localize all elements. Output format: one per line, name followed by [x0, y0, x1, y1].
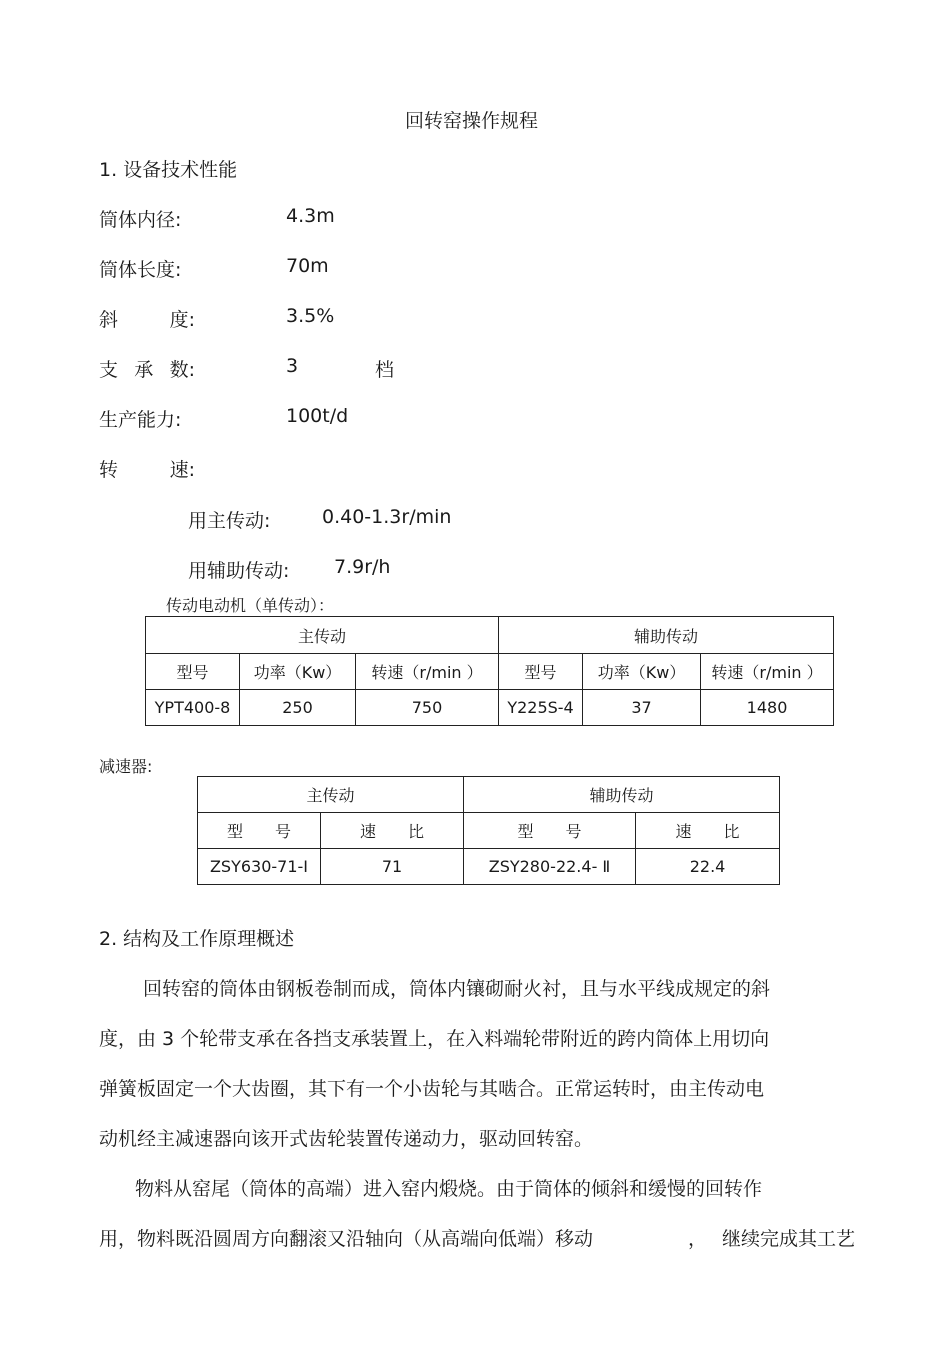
spec-label-speed	[99, 455, 195, 482]
spec-value-capacity: 100t/d	[286, 405, 349, 427]
reducer-table	[197, 776, 780, 885]
motor-table-col-header: 转速（r/min ）	[701, 654, 834, 690]
section-2-heading: 2. 结构及工作原理概述	[99, 928, 295, 950]
motor-table-group-main: 主传动	[146, 617, 499, 654]
paragraph-line: 弹簧板固定一个大齿圈，其下有一个小齿轮与其啮合。正常运转时，由主传动电	[99, 1078, 765, 1100]
spec-label-length: 筒体长度:	[99, 259, 182, 281]
spec-label-speed-part: 转	[99, 459, 119, 481]
motor-table-group-aux: 辅助传动	[499, 617, 834, 654]
paragraph-line: 度，由 3 个轮带支承在各挡支承装置上，在入料端轮带附近的跨内筒体上用切向	[99, 1028, 770, 1050]
reducer-table-cell: ZSY280-22.4- Ⅱ	[464, 849, 636, 885]
spec-value-length: 70m	[286, 255, 329, 277]
speed-value-main-drive: 0.40-1.3r/min	[322, 506, 452, 528]
spec-label-slope	[99, 305, 195, 332]
paragraph-line: 动机经主减速器向该开式齿轮装置传递动力，驱动回转窑。	[99, 1128, 594, 1150]
motor-table-cell: 37	[583, 690, 701, 726]
speed-value-aux-drive: 7.9r/h	[334, 556, 391, 578]
motor-table-cell: 750	[356, 690, 499, 726]
reducer-table-cell: 22.4	[636, 849, 780, 885]
reducer-table-cell: 71	[321, 849, 464, 885]
spec-label-capacity: 生产能力:	[99, 409, 182, 431]
spec-unit-supports: 档	[375, 359, 395, 381]
spec-label-supports-part: 数:	[169, 359, 195, 381]
motor-table-cell: 250	[240, 690, 356, 726]
section-1-heading: 1. 设备技术性能	[99, 159, 238, 181]
reducer-table-caption: 减速器:	[99, 757, 153, 776]
paragraph-line-tail: 继续完成其工艺	[722, 1228, 856, 1250]
motor-table-col-header: 功率（Kw）	[583, 654, 701, 690]
spec-value-inner-diameter: 4.3m	[286, 205, 335, 227]
paragraph-line: 用，物料既沿圆周方向翻滚又沿轴向（从高端向低端）移动	[99, 1228, 594, 1250]
spec-label-slope-part: 斜	[99, 309, 119, 331]
reducer-table-col-header: 型 号	[198, 813, 321, 849]
motor-table-col-header: 型号	[499, 654, 583, 690]
spec-label-speed-part: 速:	[169, 459, 195, 481]
paragraph-line: 物料从窑尾（筒体的高端）进入窑内煅烧。由于筒体的倾斜和缓慢的回转作	[135, 1178, 763, 1200]
paragraph-line: 回转窑的筒体由钢板卷制而成，筒体内镶砌耐火衬，且与水平线成规定的斜	[143, 978, 771, 1000]
reducer-table-cell: ZSY630-71-I	[198, 849, 321, 885]
motor-table-cell: 1480	[701, 690, 834, 726]
reducer-table-col-header: 速 比	[321, 813, 464, 849]
motor-table	[145, 616, 834, 726]
speed-label-main-drive: 用主传动:	[188, 510, 271, 532]
reducer-table-group-main: 主传动	[198, 777, 464, 813]
motor-table-cell: YPT400-8	[146, 690, 240, 726]
spec-label-slope-part: 度:	[169, 309, 195, 331]
spec-label-supports-part: 支	[99, 359, 119, 381]
spec-value-supports: 3	[286, 355, 299, 377]
motor-table-col-header: 型号	[146, 654, 240, 690]
spec-value-slope: 3.5%	[286, 305, 335, 327]
reducer-table-col-header: 速 比	[636, 813, 780, 849]
motor-table-col-header: 功率（Kw）	[240, 654, 356, 690]
motor-table-cell: Y225S-4	[499, 690, 583, 726]
document-title: 回转窑操作规程	[405, 110, 539, 132]
paragraph-line-tail: ，	[688, 1228, 708, 1250]
spec-label-supports	[99, 355, 195, 382]
speed-label-aux-drive: 用辅助传动:	[188, 560, 290, 582]
reducer-table-group-aux: 辅助传动	[464, 777, 780, 813]
motor-table-caption: 传动电动机（单传动）：	[166, 596, 335, 615]
motor-table-col-header: 转速（r/min ）	[356, 654, 499, 690]
spec-label-supports-part: 承	[134, 359, 154, 381]
spec-label-inner-diameter: 筒体内径:	[99, 209, 182, 231]
reducer-table-col-header: 型 号	[464, 813, 636, 849]
